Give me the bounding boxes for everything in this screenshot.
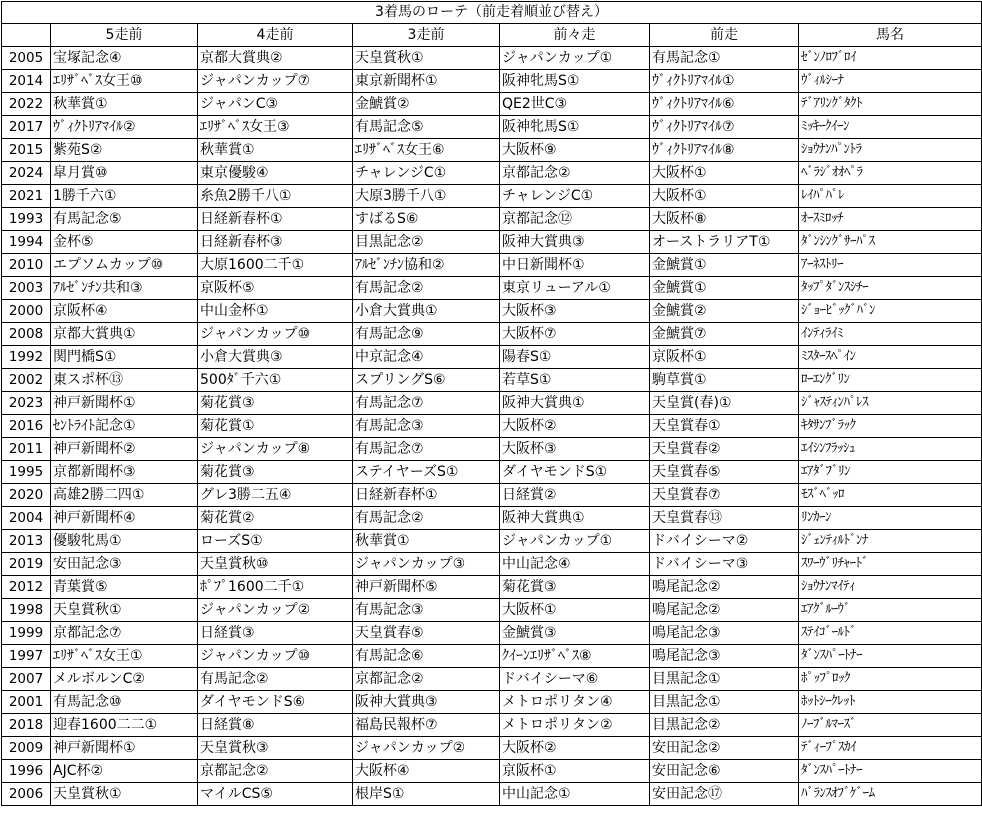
header-2-before: 前々走 [500,24,650,47]
race-prev: 金鯱賞② [650,300,799,323]
race-prev: 鳴尾記念③ [650,645,799,668]
race-3-before: 有馬記念⑥ [353,645,500,668]
race-3-before: チャレンジC① [353,162,500,185]
race-5-before: 青葉賞⑤ [51,576,198,599]
year-cell: 2022 [2,93,51,116]
race-4-before: 天皇賞秋③ [198,737,353,760]
horse-name: ｽﾜｰｳﾞﾘﾁｬｰﾄﾞ [799,553,982,576]
race-2-before: 京都記念⑫ [500,208,650,231]
race-4-before: 日経新春杯③ [198,231,353,254]
race-2-before: QE2世C③ [500,93,650,116]
horse-name: ﾉｰﾌﾞﾙﾏｰｽﾞ [799,714,982,737]
race-prev: 駒草賞① [650,369,799,392]
race-prev: 大阪杯① [650,162,799,185]
horse-name: ｴｱｸﾞﾙｰｳﾞ [799,599,982,622]
race-prev: 天皇賞春⑬ [650,507,799,530]
header-prev: 前走 [650,24,799,47]
year-cell: 2017 [2,116,51,139]
race-2-before: 東京リューアル① [500,277,650,300]
race-2-before: 金鯱賞③ [500,622,650,645]
horse-name: ｷﾀｻﾝﾌﾞﾗｯｸ [799,415,982,438]
race-4-before: 菊花賞③ [198,461,353,484]
race-2-before: ドバイシーマ⑥ [500,668,650,691]
race-5-before: 京都大賞典① [51,323,198,346]
race-3-before: ｱﾙｾﾞﾝﾁﾝ協和② [353,254,500,277]
race-3-before: 有馬記念⑦ [353,392,500,415]
table-row [2,392,982,415]
race-5-before: ｾﾝﾄﾗｲﾄ記念① [51,415,198,438]
race-3-before: 福島民報杯⑦ [353,714,500,737]
horse-name: ﾐｽﾀｰｽﾍﾟｲﾝ [799,346,982,369]
race-2-before: 京阪杯① [500,760,650,783]
race-3-before: 秋華賞① [353,530,500,553]
race-2-before: メトロポリタン② [500,714,650,737]
table-row [2,139,982,162]
race-4-before: ｴﾘｻﾞﾍﾞｽ女王③ [198,116,353,139]
table-row [2,484,982,507]
race-4-before: ダイヤモンドS⑥ [198,691,353,714]
rotation-table [1,1,982,806]
race-2-before: 中山記念① [500,783,650,806]
race-3-before: 中京記念④ [353,346,500,369]
race-prev: 金鯱賞⑦ [650,323,799,346]
horse-name: ｼｮｳﾅﾝﾏｲﾃｨ [799,576,982,599]
race-prev: 鳴尾記念③ [650,622,799,645]
race-3-before: ｴﾘｻﾞﾍﾞｽ女王⑥ [353,139,500,162]
table-row [2,438,982,461]
race-3-before: 目黒記念② [353,231,500,254]
year-cell: 1992 [2,346,51,369]
race-prev: 大阪杯① [650,185,799,208]
race-2-before: ジャパンカップ① [500,530,650,553]
race-2-before: 大阪杯⑦ [500,323,650,346]
race-5-before: 東スポ杯⑬ [51,369,198,392]
race-4-before: 京阪杯⑤ [198,277,353,300]
race-5-before: 高雄2勝二四① [51,484,198,507]
race-4-before: 日経賞③ [198,622,353,645]
race-5-before: 1勝千六① [51,185,198,208]
race-prev: 天皇賞春① [650,415,799,438]
race-2-before: 日経賞② [500,484,650,507]
race-5-before: 天皇賞秋① [51,599,198,622]
race-prev: 安田記念⑰ [650,783,799,806]
table-row [2,714,982,737]
table-row [2,162,982,185]
race-5-before: ｴﾘｻﾞﾍﾞｽ女王⑩ [51,70,198,93]
year-cell: 1994 [2,231,51,254]
year-cell: 2023 [2,392,51,415]
race-4-before: 菊花賞① [198,415,353,438]
race-2-before: 中日新聞杯① [500,254,650,277]
race-3-before: 有馬記念⑨ [353,323,500,346]
horse-name: ｾﾞﾝﾉﾛﾌﾞﾛｲ [799,47,982,70]
race-2-before: ｸｲｰﾝｴﾘｻﾞﾍﾞｽ⑧ [500,645,650,668]
table-row [2,300,982,323]
table-row [2,254,982,277]
horse-name: ﾘﾝｶｰﾝ [799,507,982,530]
race-5-before: 京都新聞杯③ [51,461,198,484]
race-prev: 天皇賞春⑦ [650,484,799,507]
horse-name: ｽﾃｲｺﾞｰﾙﾄﾞ [799,622,982,645]
race-prev: 目黒記念① [650,691,799,714]
year-cell: 1995 [2,461,51,484]
race-4-before: 日経賞⑧ [198,714,353,737]
race-4-before: マイルCS⑤ [198,783,353,806]
horse-name: ｴｱﾀﾞﾌﾞﾘﾝ [799,461,982,484]
race-3-before: スプリングS⑥ [353,369,500,392]
horse-name: ﾃﾞｨｰﾌﾟｽｶｲ [799,737,982,760]
race-3-before: 京都記念② [353,668,500,691]
race-3-before: 天皇賞秋① [353,47,500,70]
race-3-before: 根岸S① [353,783,500,806]
race-3-before: 神戸新聞杯⑤ [353,576,500,599]
race-4-before: 有馬記念② [198,668,353,691]
race-3-before: 東京新聞杯① [353,70,500,93]
year-cell: 2024 [2,162,51,185]
table-title: 3着馬のローテ（前走着順並び替え） [2,2,982,24]
race-4-before: 小倉大賞典③ [198,346,353,369]
year-cell: 2019 [2,553,51,576]
race-4-before: ローズS① [198,530,353,553]
race-2-before: チャレンジC① [500,185,650,208]
race-4-before: 菊花賞② [198,507,353,530]
race-3-before: 小倉大賞典① [353,300,500,323]
horse-name: ﾀﾞﾝｽﾊﾟｰﾄﾅｰ [799,645,982,668]
race-5-before: 関門橋S① [51,346,198,369]
year-cell: 2006 [2,783,51,806]
horse-name: ｴｲｼﾝﾌﾗｯｼｭ [799,438,982,461]
table-row [2,346,982,369]
year-cell: 1996 [2,760,51,783]
race-prev: 金鯱賞① [650,277,799,300]
year-cell: 1997 [2,645,51,668]
race-prev: ドバイシーマ③ [650,553,799,576]
race-3-before: すばるS⑥ [353,208,500,231]
race-prev: ドバイシーマ② [650,530,799,553]
race-5-before: メルボルンC② [51,668,198,691]
table-row [2,530,982,553]
race-2-before: ダイヤモンドS① [500,461,650,484]
horse-name: ｲﾝﾃｨﾗｲﾐ [799,323,982,346]
year-cell: 2011 [2,438,51,461]
horse-name: ｼﾞｮｰﾋﾞｯｸﾞﾊﾞﾝ [799,300,982,323]
race-2-before: 大阪杯③ [500,438,650,461]
race-prev: 天皇賞春⑤ [650,461,799,484]
table-row [2,47,982,70]
horse-name: ｼﾞｪﾝﾃｨﾙﾄﾞﾝﾅ [799,530,982,553]
header-year [2,24,51,47]
race-2-before: 陽春S① [500,346,650,369]
horse-name: ｵｰｽﾐﾛｯﾁ [799,208,982,231]
race-3-before: 有馬記念③ [353,599,500,622]
year-cell: 2001 [2,691,51,714]
race-5-before: ｳﾞｨｸﾄﾘｱﾏｲﾙ② [51,116,198,139]
race-prev: 目黒記念① [650,668,799,691]
table-row [2,668,982,691]
race-4-before: 天皇賞秋⑩ [198,553,353,576]
race-3-before: ジャパンカップ② [353,737,500,760]
horse-name: ﾃﾞｱﾘﾝｸﾞﾀｸﾄ [799,93,982,116]
race-2-before: 阪神大賞典① [500,392,650,415]
table-row [2,599,982,622]
race-4-before: ﾎﾟﾌﾟ1600二千① [198,576,353,599]
table-row [2,369,982,392]
race-4-before: 大原1600二千① [198,254,353,277]
table-row [2,116,982,139]
race-2-before: 阪神牝馬S① [500,70,650,93]
horse-name: ｳﾞｨﾙｼｰﾅ [799,70,982,93]
table-row [2,415,982,438]
race-prev: 天皇賞(春)① [650,392,799,415]
race-prev: 目黒記念② [650,714,799,737]
race-2-before: 大阪杯② [500,415,650,438]
race-4-before: 日経新春杯① [198,208,353,231]
race-4-before: ジャパンカップ⑧ [198,438,353,461]
year-cell: 2020 [2,484,51,507]
year-cell: 2007 [2,668,51,691]
race-4-before: ジャパンカップ② [198,599,353,622]
race-2-before: 大阪杯② [500,737,650,760]
table-row [2,93,982,116]
race-3-before: 日経新春杯① [353,484,500,507]
race-2-before: 大阪杯⑨ [500,139,650,162]
race-5-before: 迎春1600二二① [51,714,198,737]
horse-name: ﾊﾞﾗﾝｽｵﾌﾞｹﾞｰﾑ [799,783,982,806]
year-cell: 2002 [2,369,51,392]
table-row [2,185,982,208]
table-row [2,645,982,668]
race-3-before: 有馬記念⑦ [353,438,500,461]
race-2-before: メトロポリタン④ [500,691,650,714]
race-5-before: 皐月賞⑩ [51,162,198,185]
race-3-before: 大阪杯④ [353,760,500,783]
horse-name: ﾀﾞﾝｼﾝｸﾞｻｰﾊﾟｽ [799,231,982,254]
race-3-before: 有馬記念② [353,507,500,530]
race-5-before: 安田記念③ [51,553,198,576]
table-row [2,622,982,645]
year-cell: 2018 [2,714,51,737]
year-cell: 2021 [2,185,51,208]
race-4-before: ジャパンカップ⑩ [198,645,353,668]
race-5-before: 宝塚記念④ [51,47,198,70]
race-3-before: 金鯱賞② [353,93,500,116]
year-cell: 2008 [2,323,51,346]
race-2-before: 阪神大賞典① [500,507,650,530]
horse-name: ｱｰﾈｽﾄﾘｰ [799,254,982,277]
year-cell: 2012 [2,576,51,599]
horse-name: ﾎｯﾄｼｰｸﾚｯﾄ [799,691,982,714]
race-prev: ｳﾞｨｸﾄﾘｱﾏｲﾙ① [650,70,799,93]
race-prev: 金鯱賞① [650,254,799,277]
race-4-before: ジャパンカップ⑦ [198,70,353,93]
year-cell: 2015 [2,139,51,162]
race-5-before: ｱﾙｾﾞﾝﾁﾝ共和③ [51,277,198,300]
race-5-before: 秋華賞① [51,93,198,116]
race-2-before: 中山記念④ [500,553,650,576]
header-4-before: 4走前 [198,24,353,47]
race-4-before: ジャパンC③ [198,93,353,116]
race-4-before: グレ3勝二五④ [198,484,353,507]
race-prev: 安田記念⑥ [650,760,799,783]
year-cell: 1993 [2,208,51,231]
year-cell: 2004 [2,507,51,530]
horse-name: ﾐｯｷｰｸｲｰﾝ [799,116,982,139]
year-cell: 2014 [2,70,51,93]
race-2-before: 京都記念② [500,162,650,185]
table-row [2,783,982,806]
race-prev: ｳﾞｨｸﾄﾘｱﾏｲﾙ⑥ [650,93,799,116]
race-prev: オーストラリアT① [650,231,799,254]
race-5-before: エプソムカップ⑩ [51,254,198,277]
table-row [2,461,982,484]
race-5-before: 金杯⑤ [51,231,198,254]
year-cell: 2000 [2,300,51,323]
race-5-before: 有馬記念⑤ [51,208,198,231]
horse-name: ﾀﾞﾝｽﾊﾟｰﾄﾅｰ [799,760,982,783]
race-2-before: 阪神牝馬S① [500,116,650,139]
table-row [2,323,982,346]
race-5-before: 神戸新聞杯② [51,438,198,461]
race-prev: 天皇賞春② [650,438,799,461]
horse-name: ﾚｲﾊﾟﾊﾟﾚ [799,185,982,208]
table-row [2,553,982,576]
race-2-before: 大阪杯③ [500,300,650,323]
race-5-before: 神戸新聞杯① [51,392,198,415]
race-5-before: 優駿牝馬① [51,530,198,553]
header-horse-name: 馬名 [799,24,982,47]
year-cell: 1998 [2,599,51,622]
race-3-before: 阪神大賞典③ [353,691,500,714]
horse-name: ﾎﾟｯﾌﾟﾛｯｸ [799,668,982,691]
race-2-before: 菊花賞③ [500,576,650,599]
race-4-before: 菊花賞③ [198,392,353,415]
race-4-before: 糸魚2勝千八① [198,185,353,208]
race-prev: 安田記念② [650,737,799,760]
race-5-before: ｴﾘｻﾞﾍﾞｽ女王① [51,645,198,668]
race-4-before: 京都大賞典② [198,47,353,70]
race-3-before: ジャパンカップ③ [353,553,500,576]
race-5-before: 有馬記念⑩ [51,691,198,714]
table-body [2,47,982,806]
table-row [2,277,982,300]
race-prev: ｳﾞｨｸﾄﾘｱﾏｲﾙ⑦ [650,116,799,139]
header-3-before: 3走前 [353,24,500,47]
race-5-before: 天皇賞秋① [51,783,198,806]
race-5-before: 紫苑S② [51,139,198,162]
race-prev: 鳴尾記念② [650,576,799,599]
table-row [2,208,982,231]
year-cell: 2010 [2,254,51,277]
year-cell: 2009 [2,737,51,760]
horse-name: ﾍﾞﾗｼﾞｵｵﾍﾟﾗ [799,162,982,185]
race-4-before: 京都記念② [198,760,353,783]
year-cell: 2003 [2,277,51,300]
race-5-before: 京都記念⑦ [51,622,198,645]
table-title-row [2,2,982,24]
race-2-before: ジャパンカップ① [500,47,650,70]
year-cell: 2005 [2,47,51,70]
race-5-before: 京阪杯④ [51,300,198,323]
race-prev: 有馬記念① [650,47,799,70]
header-row [2,24,982,47]
race-5-before: 神戸新聞杯④ [51,507,198,530]
year-cell: 2016 [2,415,51,438]
race-3-before: 有馬記念② [353,277,500,300]
table-row [2,691,982,714]
race-2-before: 若草S① [500,369,650,392]
race-3-before: ステイヤーズS① [353,461,500,484]
table-row [2,760,982,783]
table-row [2,737,982,760]
horse-name: ｼｮｳﾅﾝﾊﾟﾝﾄﾗ [799,139,982,162]
race-prev: 大阪杯⑧ [650,208,799,231]
race-4-before: 秋華賞① [198,139,353,162]
year-cell: 2013 [2,530,51,553]
race-2-before: 大阪杯① [500,599,650,622]
race-4-before: 中山金杯① [198,300,353,323]
horse-name: ｼﾞｬｽﾃｨﾝﾊﾟﾚｽ [799,392,982,415]
race-4-before: ジャパンカップ⑩ [198,323,353,346]
table-row [2,231,982,254]
horse-name: ﾛｰｴﾝｸﾞﾘﾝ [799,369,982,392]
race-5-before: 神戸新聞杯① [51,737,198,760]
race-4-before: 東京優駿④ [198,162,353,185]
race-5-before: AJC杯② [51,760,198,783]
race-prev: 京阪杯① [650,346,799,369]
header-5-before: 5走前 [51,24,198,47]
race-3-before: 有馬記念③ [353,415,500,438]
race-3-before: 有馬記念⑤ [353,116,500,139]
race-3-before: 大原3勝千八① [353,185,500,208]
race-prev: 鳴尾記念② [650,599,799,622]
race-4-before: 500ﾀﾞ千六① [198,369,353,392]
horse-name: ﾀｯﾌﾟﾀﾞﾝｽｼﾁｰ [799,277,982,300]
race-2-before: 阪神大賞典③ [500,231,650,254]
year-cell: 1999 [2,622,51,645]
race-prev: ｳﾞｨｸﾄﾘｱﾏｲﾙ⑧ [650,139,799,162]
table-row [2,507,982,530]
race-3-before: 天皇賞春⑤ [353,622,500,645]
table-row [2,70,982,93]
horse-name: ﾓｽﾞﾍﾞｯﾛ [799,484,982,507]
table-row [2,576,982,599]
